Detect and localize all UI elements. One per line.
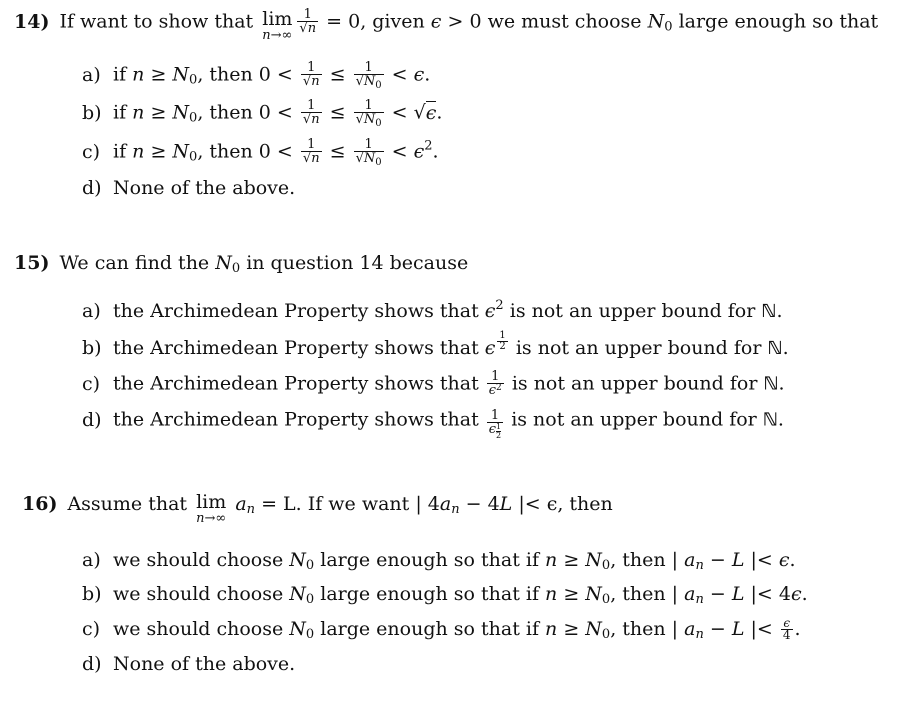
q15-option-c[interactable]: c) the Archimedean Property shows that $\frac{1}{\epsilon^2}$ is not an upper bound for ℕ. (82, 369, 785, 398)
q16-option-b[interactable]: b) we should choose $N_0$ large enough so that if $n \ge N_0$, then | $a_n - L$ |< 4ϵ. (82, 583, 808, 607)
q15-option-d[interactable]: d) the Archimedean Property shows that 1 ϵ $\frac{1}{2}$ is not an upper bound for ℕ. (82, 408, 784, 440)
q14-option-d[interactable]: d) None of the above. (82, 177, 296, 199)
q14-option-b[interactable]: b) if $n \ge N_0$, then 0 < $\frac{1}{√n}$ ≤ $\frac{1}{√N_0}$ < √ϵ. (82, 98, 443, 129)
limit-expression: lim n→∞ (196, 491, 227, 526)
q16-option-a[interactable]: a) we should choose $N_0$ large enough so that if $n \ge N_0$, then | $a_n - L$ |< ϵ. (82, 549, 796, 573)
question-number: 14) (14, 10, 50, 33)
q16-option-c[interactable]: c) we should choose $N_0$ large enough so that if $n \ge N_0$, then | $a_n - L$ |< $\frac{\epsilon}{4}$ . (82, 615, 801, 642)
q16-option-d[interactable]: d) None of the above. (82, 653, 296, 675)
question-14-stem: 14) If want to show that lim n→∞ $\frac{1}{√n}$ = 0, given ϵ > 0 we must choose $N_0$ large enough so that (14, 7, 879, 43)
q14-option-c[interactable]: c) if $n \ge N_0$, then 0 < $\frac{1}{√n}$ ≤ $\frac{1}{√N_0}$ < $\epsilon^2$. (82, 137, 439, 168)
q15-option-b[interactable]: b) the Archimedean Property shows that ϵ $\frac{1}{2}$ is not an upper bound for ℕ. (82, 329, 789, 359)
question-number: 16) (22, 493, 58, 515)
question-number: 15) (14, 252, 50, 274)
limit-expression: lim n→∞ (262, 8, 293, 43)
question-16-stem: 16) Assume that lim n→∞ $a_n = L$. If we want | $4a_n - 4L$ |< ϵ, then (22, 491, 613, 526)
question-15-stem: 15) We can find the $N_0$ in question 14 because (14, 252, 469, 276)
q15-option-a[interactable]: a) the Archimedean Property shows that $\epsilon^2$ is not an upper bound for ℕ. (82, 298, 783, 322)
q14-option-a[interactable]: a) if $n \ge N_0$, then 0 < $\frac{1}{√n}$ ≤ $\frac{1}{√N_0}$ < ϵ. (82, 60, 431, 91)
